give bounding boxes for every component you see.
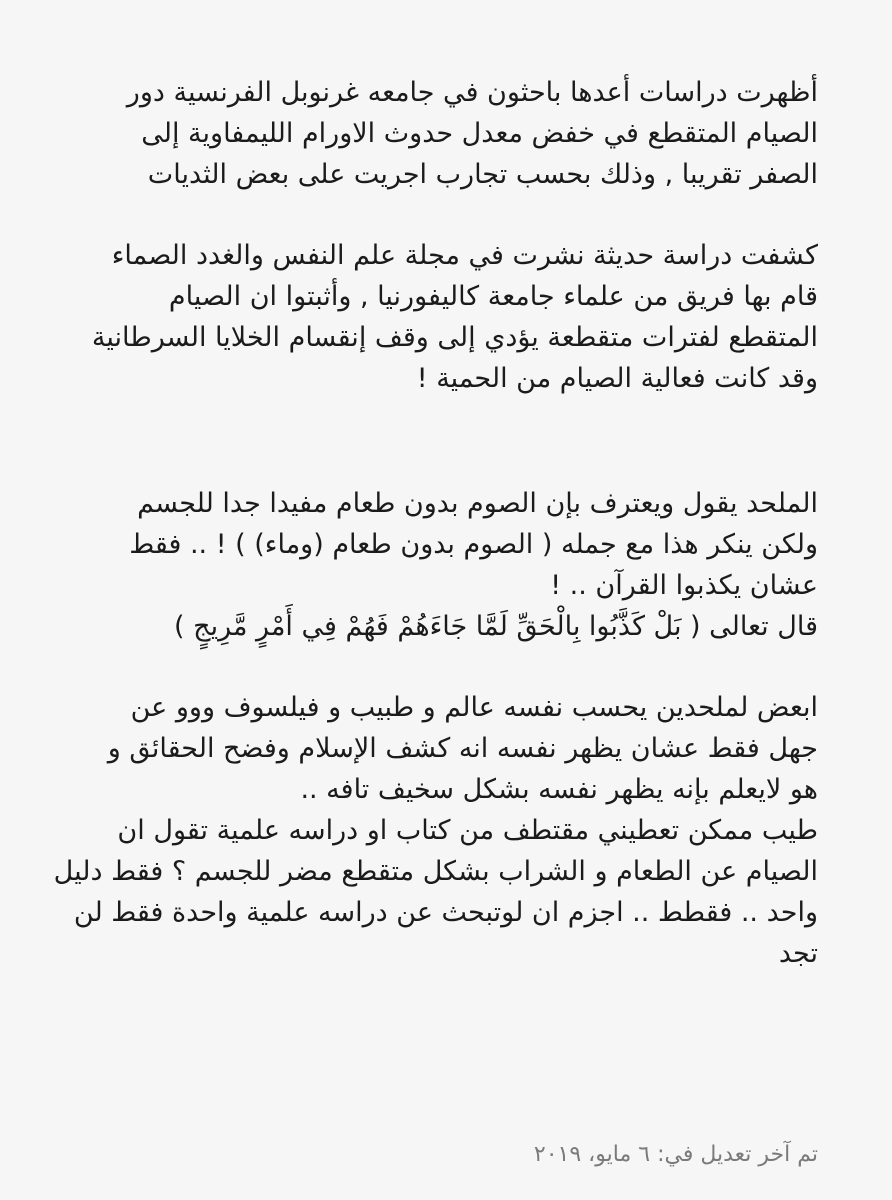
text-line: ابعض لملحدين يحسب نفسه عالم و طبيب و فيلسوف ووو عن [130,692,818,723]
text-line: ولكن ينكر هذا مع جمله ( الصوم بدون طعام (وماء) ) ! .. فقط [129,529,818,560]
text-line: عشان يكذبوا القرآن .. ! [550,570,818,601]
text-line: قام بها فريق من علماء جامعة كاليفورنيا , وأثبتوا ان الصيام [168,281,818,312]
text-line: هو لايعلم بإنه يظهر نفسه بشكل سخيف تافه .. [300,774,818,805]
paragraph-gap [60,647,818,687]
text-line: الملحد يقول ويعترف بإن الصوم بدون طعام مفيدا جدا للجسم [137,488,818,519]
paragraph-2 [60,235,818,399]
paragraph-gap [60,399,818,483]
paragraph-gap [60,195,818,235]
paragraph-3 [60,483,818,647]
paragraph-1 [60,72,818,195]
last-edited-timestamp: تم آخر تعديل في: ٦ مايو، ٢٠١٩ [533,1142,818,1167]
text-line: الصيام عن الطعام و الشراب بشكل متقطع مضر للجسم ؟ فقط دليل [53,856,818,887]
text-line: الصفر تقريبا , وذلك بحسب تجارب اجريت على بعض الثديات [147,159,818,190]
note-body [53,72,818,974]
text-line: وقد كانت فعالية الصيام من الحمية ! [416,363,818,394]
quran-verse-line: قال تعالى ( بَلْ كَذَّبُوا بِالْحَقِّ لَمَّا جَاءَهُمْ فَهُمْ فِي أَمْرٍ مَّرِيجٍ ) [174,611,818,642]
text-line: الصيام المتقطع في خفض معدل حدوث الاورام الليمفاوية إلى [141,118,818,149]
text-line: المتقطع لفترات متقطعة يؤدي إلى وقف إنقسام الخلايا السرطانية [91,322,818,353]
text-line: أظهرت دراسات أعدها باحثون في جامعه غرنوبل الفرنسية دور [126,77,818,108]
text-line: طيب ممكن تعطيني مقتطف من كتاب او دراسه علمية تقول ان [117,815,818,846]
text-line: جهل فقط عشان يظهر نفسه انه كشف الإسلام وفضح الحقائق و [107,733,818,764]
text-line: تجد [778,938,818,969]
paragraph-4 [53,687,818,974]
text-line: واحد .. فقطط .. اجزم ان لوتبحث عن دراسه علمية واحدة فقط لن [73,897,818,928]
text-line: كشفت دراسة حديثة نشرت في مجلة علم النفس والغدد الصماء [111,240,818,271]
